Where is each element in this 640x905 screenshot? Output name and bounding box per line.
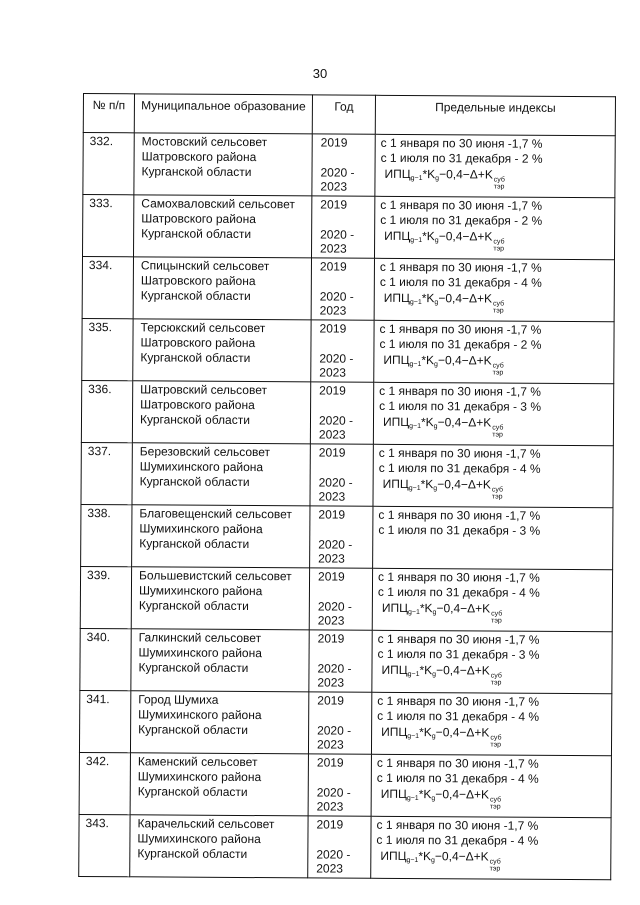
municipality-line-2: Шумихинского района — [138, 583, 263, 599]
year-range: 2020 - 2023 — [319, 351, 354, 380]
formula — [383, 352, 613, 377]
formula-k-sub: g — [434, 361, 438, 369]
formula — [381, 662, 611, 687]
formula-ipc: ИПЦ — [383, 352, 410, 367]
formula-times-k: *K — [419, 725, 432, 740]
municipality-line-1: Самохваловский сельсовет — [141, 196, 295, 212]
municipality-line-2: Шумихинского района — [138, 707, 262, 723]
index-first-half: с 1 января по 30 июня -1,7 % — [379, 383, 542, 399]
row-indices — [374, 258, 614, 321]
formula — [381, 724, 611, 749]
formula-times-k: *K — [421, 291, 435, 306]
formula-times-k: *K — [422, 229, 435, 244]
row-number: 340. — [80, 628, 131, 690]
year-first: 2019 — [318, 507, 346, 522]
index-second-half: с 1 июля по 31 декабря - 4 % — [378, 460, 541, 476]
row-number: 334. — [82, 257, 133, 319]
year-range: 2020 - 2023 — [316, 723, 352, 752]
index-first-half: с 1 января по 30 июня -1,7 % — [377, 693, 540, 709]
year-first: 2019 — [316, 817, 344, 832]
row-municipality — [132, 381, 310, 444]
year-range: 2020 - 2023 — [318, 413, 354, 442]
formula-k-sub2: тэр — [492, 369, 504, 377]
row-number: 332. — [83, 133, 134, 195]
formula-k-sup: суб — [491, 486, 504, 494]
municipality-line-3: Курганской области — [141, 226, 252, 242]
formula-k-sub: g — [434, 299, 439, 307]
row-year — [308, 816, 371, 878]
municipality-line-3: Курганской области — [141, 164, 252, 180]
table-row — [82, 257, 614, 322]
formula-ipc-sub: g−1 — [408, 484, 421, 493]
table-row — [83, 133, 615, 198]
index-first-half: с 1 января по 30 июня -1,7 % — [378, 507, 541, 523]
page-number: 30 — [312, 66, 328, 81]
formula-k-sub: g — [431, 733, 436, 741]
year-first: 2019 — [318, 569, 345, 584]
municipality-line-2: Шатровского района — [140, 397, 255, 413]
row-year — [312, 134, 375, 196]
municipality-line-3: Курганской области — [139, 536, 250, 552]
municipality-line-2: Шатровского района — [141, 211, 256, 227]
row-municipality — [130, 815, 308, 878]
row-municipality — [134, 195, 312, 258]
formula-times-k: *K — [419, 601, 433, 616]
municipality-line-2: Шумихинского района — [137, 831, 261, 847]
row-municipality — [133, 319, 311, 382]
formula-times-k: *K — [419, 663, 433, 678]
year-first: 2019 — [316, 755, 344, 770]
formula-k-indices — [492, 487, 503, 501]
formula-k-sub: g — [431, 795, 436, 803]
row-indices — [372, 568, 612, 631]
municipality-line-3: Курганской области — [138, 660, 249, 676]
formula-k-sub2: тэр — [491, 493, 503, 501]
year-first: 2019 — [319, 383, 346, 398]
formula — [382, 600, 612, 625]
municipality-line-3: Курганской области — [139, 474, 250, 490]
row-municipality — [130, 753, 308, 816]
row-indices — [373, 444, 613, 507]
formula-ipc: ИПЦ — [384, 166, 411, 182]
municipality-line-1: Галкинский сельсовет — [138, 630, 262, 646]
municipality-line-1: Благовещенский сельсовет — [139, 506, 292, 522]
row-year — [309, 568, 372, 630]
formula-ipc-sub: g−1 — [406, 856, 419, 865]
row-number: 333. — [83, 195, 134, 257]
index-second-half: с 1 июля по 31 декабря - 2 % — [380, 150, 543, 166]
municipality-line-1: Терсюкский сельсовет — [140, 320, 266, 336]
table-row — [82, 318, 614, 383]
formula-ipc: ИПЦ — [384, 228, 411, 244]
index-second-half: с 1 июля по 31 декабря - 3 % — [377, 646, 540, 662]
formula-rest: −0,4−Δ+K — [434, 849, 489, 864]
index-second-half: с 1 июля по 31 декабря - 4 % — [377, 584, 540, 600]
year-range: 2020 - 2023 — [318, 475, 353, 504]
formula-k-sup: суб — [492, 424, 504, 432]
formula-k-indices — [490, 735, 501, 749]
index-second-half: с 1 июля по 31 декабря - 2 % — [380, 212, 543, 228]
row-year — [309, 630, 372, 692]
municipality-line-2: Шатровского района — [140, 273, 256, 289]
index-first-half: с 1 января по 30 июня -1,7 % — [378, 445, 541, 461]
year-range: 2020 - 2023 — [319, 289, 354, 318]
index-second-half: с 1 июля по 31 декабря - 3 % — [378, 522, 541, 538]
formula-times-k: *K — [418, 787, 432, 802]
row-municipality — [132, 505, 310, 568]
table-body — [79, 133, 616, 880]
index-second-half: с 1 июля по 31 декабря - 4 % — [376, 832, 539, 848]
formula — [384, 290, 614, 315]
row-indices — [373, 506, 613, 569]
formula-ipc-sub: g−1 — [409, 299, 422, 307]
row-indices — [375, 134, 615, 197]
formula-ipc-sub: g−1 — [409, 360, 422, 369]
table-row — [80, 566, 612, 631]
formula — [380, 848, 610, 873]
formula-k-sub2: тэр — [492, 307, 504, 315]
year-first: 2019 — [320, 135, 348, 150]
municipality-line-3: Курганской области — [137, 784, 248, 800]
formula-k-sup: суб — [492, 362, 504, 370]
index-second-half: с 1 июля по 31 декабря - 3 % — [379, 398, 542, 414]
formula-k-indices — [493, 239, 504, 253]
formula-k-sub2: тэр — [490, 679, 502, 687]
formula-rest: −0,4−Δ+K — [437, 415, 492, 430]
formula-k-sup: суб — [493, 300, 505, 308]
table-row — [83, 195, 615, 260]
row-number: 342. — [79, 752, 130, 814]
formula-k-indices — [490, 796, 501, 810]
municipality-line-3: Курганской области — [140, 288, 251, 304]
formula-k-sub: g — [433, 423, 438, 431]
row-number: 338. — [81, 504, 132, 566]
row-municipality — [134, 133, 312, 196]
year-first: 2019 — [317, 693, 345, 708]
formula-k-sub2: тэр — [489, 803, 501, 811]
formula-k-indices — [493, 301, 504, 315]
municipality-line-2: Шатровского района — [141, 149, 257, 165]
formula — [384, 228, 614, 253]
formula-k-sub: g — [430, 857, 435, 865]
formula-times-k: *K — [422, 167, 436, 182]
municipality-line-3: Курганской области — [140, 350, 251, 366]
row-number: 343. — [79, 814, 130, 876]
formula-k-sub: g — [434, 237, 439, 245]
formula-k-sup: суб — [490, 672, 502, 680]
municipality-line-1: Мостовский сельсовет — [141, 134, 268, 150]
formula-k-sup: суб — [489, 858, 501, 866]
formula-k-sub2: тэр — [491, 617, 502, 625]
formula-rest: −0,4−Δ+K — [436, 663, 490, 678]
formula-k-indices — [491, 673, 502, 687]
municipality-line-2: Шумихинского района — [139, 459, 264, 475]
row-number: 335. — [82, 318, 133, 380]
index-second-half: с 1 июля по 31 декабря - 4 % — [376, 770, 539, 786]
indices-table — [78, 93, 616, 880]
municipality-line-2: Шатровского района — [140, 335, 256, 351]
row-municipality — [131, 629, 309, 692]
year-first: 2019 — [319, 321, 347, 336]
row-municipality — [130, 691, 308, 754]
formula-k-sub: g — [435, 175, 440, 183]
row-indices — [372, 630, 612, 693]
index-first-half: с 1 января по 30 июня -1,7 % — [379, 321, 542, 337]
table-header-row — [83, 94, 615, 136]
header-municipality: Муниципальное образование — [134, 94, 312, 134]
row-indices — [374, 320, 614, 383]
formula-ipc-sub: g−1 — [409, 422, 422, 431]
year-range: 2020 - 2023 — [316, 785, 351, 814]
row-indices — [371, 754, 611, 817]
row-year — [311, 320, 374, 382]
row-year — [311, 196, 374, 258]
formula-ipc: ИПЦ — [381, 724, 408, 739]
row-indices — [371, 692, 611, 755]
municipality-line-2: Шумихинского района — [138, 645, 262, 661]
indices-table-container — [78, 93, 611, 880]
formula-k-sub2: тэр — [493, 183, 505, 191]
formula-ipc: ИПЦ — [383, 290, 410, 306]
row-municipality — [132, 443, 310, 506]
municipality-line-3: Курганской области — [139, 412, 250, 428]
row-year — [310, 382, 373, 444]
formula-k-indices — [493, 363, 504, 377]
formula-times-k: *K — [421, 353, 435, 368]
formula-rest: −0,4−Δ+K — [438, 229, 493, 244]
formula-rest: −0,4−Δ+K — [435, 787, 490, 802]
formula-k-indices — [492, 425, 503, 439]
formula-k-sup: суб — [490, 796, 502, 804]
year-range: 2020 - 2023 — [318, 537, 353, 566]
index-first-half: с 1 января по 30 июня -1,7 % — [380, 197, 543, 213]
index-first-half: с 1 января по 30 июня -1,7 % — [376, 755, 539, 771]
table-row — [81, 442, 613, 507]
formula-k-sub: g — [432, 609, 437, 617]
formula-ipc: ИПЦ — [382, 414, 410, 429]
row-municipality — [131, 567, 309, 630]
table-row — [79, 690, 611, 755]
table-row — [79, 752, 611, 817]
index-first-half: с 1 января по 30 июня -1,7 % — [376, 817, 539, 833]
row-municipality — [133, 257, 311, 320]
formula-ipc-sub: g−1 — [407, 670, 420, 679]
row-year — [311, 258, 374, 320]
formula-ipc-sub: g−1 — [410, 237, 423, 245]
index-second-half: с 1 июля по 31 декабря - 4 % — [379, 274, 542, 290]
row-year — [310, 444, 373, 506]
municipality-line-2: Шумихинского района — [139, 521, 263, 537]
table-row — [81, 504, 613, 569]
row-indices — [373, 382, 613, 445]
table-row — [79, 814, 611, 879]
municipality-line-3: Курганской области — [137, 846, 248, 862]
formula-k-sub2: тэр — [492, 431, 503, 439]
municipality-line-3: Курганской области — [138, 722, 249, 738]
formula-ipc-sub: g−1 — [410, 175, 423, 183]
formula-rest: −0,4−Δ+K — [438, 291, 493, 306]
year-first: 2019 — [319, 259, 347, 274]
formula-rest: −0,4−Δ+K — [437, 353, 492, 368]
row-number: 339. — [80, 566, 131, 628]
formula-k-indices — [494, 177, 505, 191]
formula-k-sub2: тэр — [489, 865, 501, 873]
index-first-half: с 1 января по 30 июня -1,7 % — [378, 569, 540, 585]
formula-ipc-sub: g−1 — [406, 794, 419, 803]
formula-ipc-sub: g−1 — [407, 608, 420, 617]
index-second-half: с 1 июля по 31 декабря - 4 % — [377, 708, 540, 724]
row-year — [308, 754, 371, 816]
formula-k-sup: суб — [493, 238, 505, 246]
formula — [383, 476, 613, 501]
formula-k-sub: g — [432, 671, 437, 679]
header-num: № п/п — [83, 94, 134, 133]
formula-k-sup: суб — [491, 610, 503, 618]
municipality-line-1: Большевистский сельсовет — [139, 568, 292, 584]
index-second-half: с 1 июля по 31 декабря - 2 % — [379, 336, 542, 352]
formula-times-k: *K — [420, 415, 434, 430]
table-row — [80, 628, 612, 693]
index-first-half: с 1 января по 30 июня -1,7 % — [380, 135, 543, 151]
row-indices — [374, 196, 614, 259]
formula-times-k: *K — [418, 849, 432, 864]
year-range: 2020 - 2023 — [317, 661, 352, 690]
formula — [381, 786, 611, 811]
formula-rest: −0,4−Δ+K — [439, 167, 493, 182]
index-first-half: с 1 января по 30 июня -1,7 % — [379, 259, 542, 275]
formula-k-indices — [490, 858, 501, 872]
formula-ipc: ИПЦ — [381, 600, 409, 615]
formula-k-sup: суб — [493, 176, 505, 184]
row-number: 337. — [81, 442, 132, 504]
formula — [383, 414, 613, 439]
formula-k-sub2: тэр — [493, 245, 505, 253]
row-indices — [371, 816, 611, 879]
table-row — [81, 380, 613, 445]
formula-rest: −0,4−Δ+K — [436, 601, 491, 616]
formula — [384, 166, 614, 191]
year-first: 2019 — [318, 445, 346, 460]
formula-times-k: *K — [420, 477, 434, 492]
index-first-half: с 1 января по 30 июня -1,7 % — [377, 631, 540, 647]
municipality-line-3: Курганской области — [138, 598, 249, 614]
formula-rest: −0,4−Δ+K — [437, 477, 492, 492]
header-year: Год — [312, 95, 375, 134]
row-number: 336. — [81, 380, 132, 442]
formula-ipc: ИПЦ — [382, 476, 409, 491]
year-range: 2020 - 2023 — [317, 599, 352, 628]
year-range: 2020 - 2023 — [320, 227, 355, 256]
municipality-line-1: Карачельский сельсовет — [137, 816, 275, 832]
year-range: 2020 - 2023 — [320, 165, 355, 194]
municipality-line-1: Город Шумиха — [138, 692, 219, 707]
municipality-line-1: Спицынский сельсовет — [140, 258, 270, 274]
year-range: 2020 - 2023 — [316, 847, 351, 876]
header-indices: Предельные индексы — [375, 95, 615, 135]
row-year — [308, 692, 371, 754]
formula-k-sub2: тэр — [490, 741, 502, 749]
municipality-line-1: Шатровский сельсовет — [140, 382, 268, 398]
formula-k-sup: суб — [490, 734, 502, 742]
formula-ipc: ИПЦ — [381, 662, 408, 677]
year-first: 2019 — [317, 631, 345, 646]
municipality-line-2: Шумихинского района — [137, 769, 262, 785]
formula-ipc: ИПЦ — [380, 786, 407, 801]
row-number: 341. — [79, 690, 130, 752]
formula-k-sub: g — [433, 485, 438, 493]
row-year — [310, 506, 373, 568]
municipality-line-1: Каменский сельсовет — [137, 754, 258, 770]
municipality-line-1: Березовский сельсовет — [139, 444, 271, 460]
formula-k-indices — [491, 611, 502, 625]
year-first: 2019 — [320, 197, 348, 212]
formula-rest: −0,4−Δ+K — [435, 725, 490, 740]
formula-ipc: ИПЦ — [380, 848, 407, 863]
formula-ipc-sub: g−1 — [407, 732, 420, 741]
